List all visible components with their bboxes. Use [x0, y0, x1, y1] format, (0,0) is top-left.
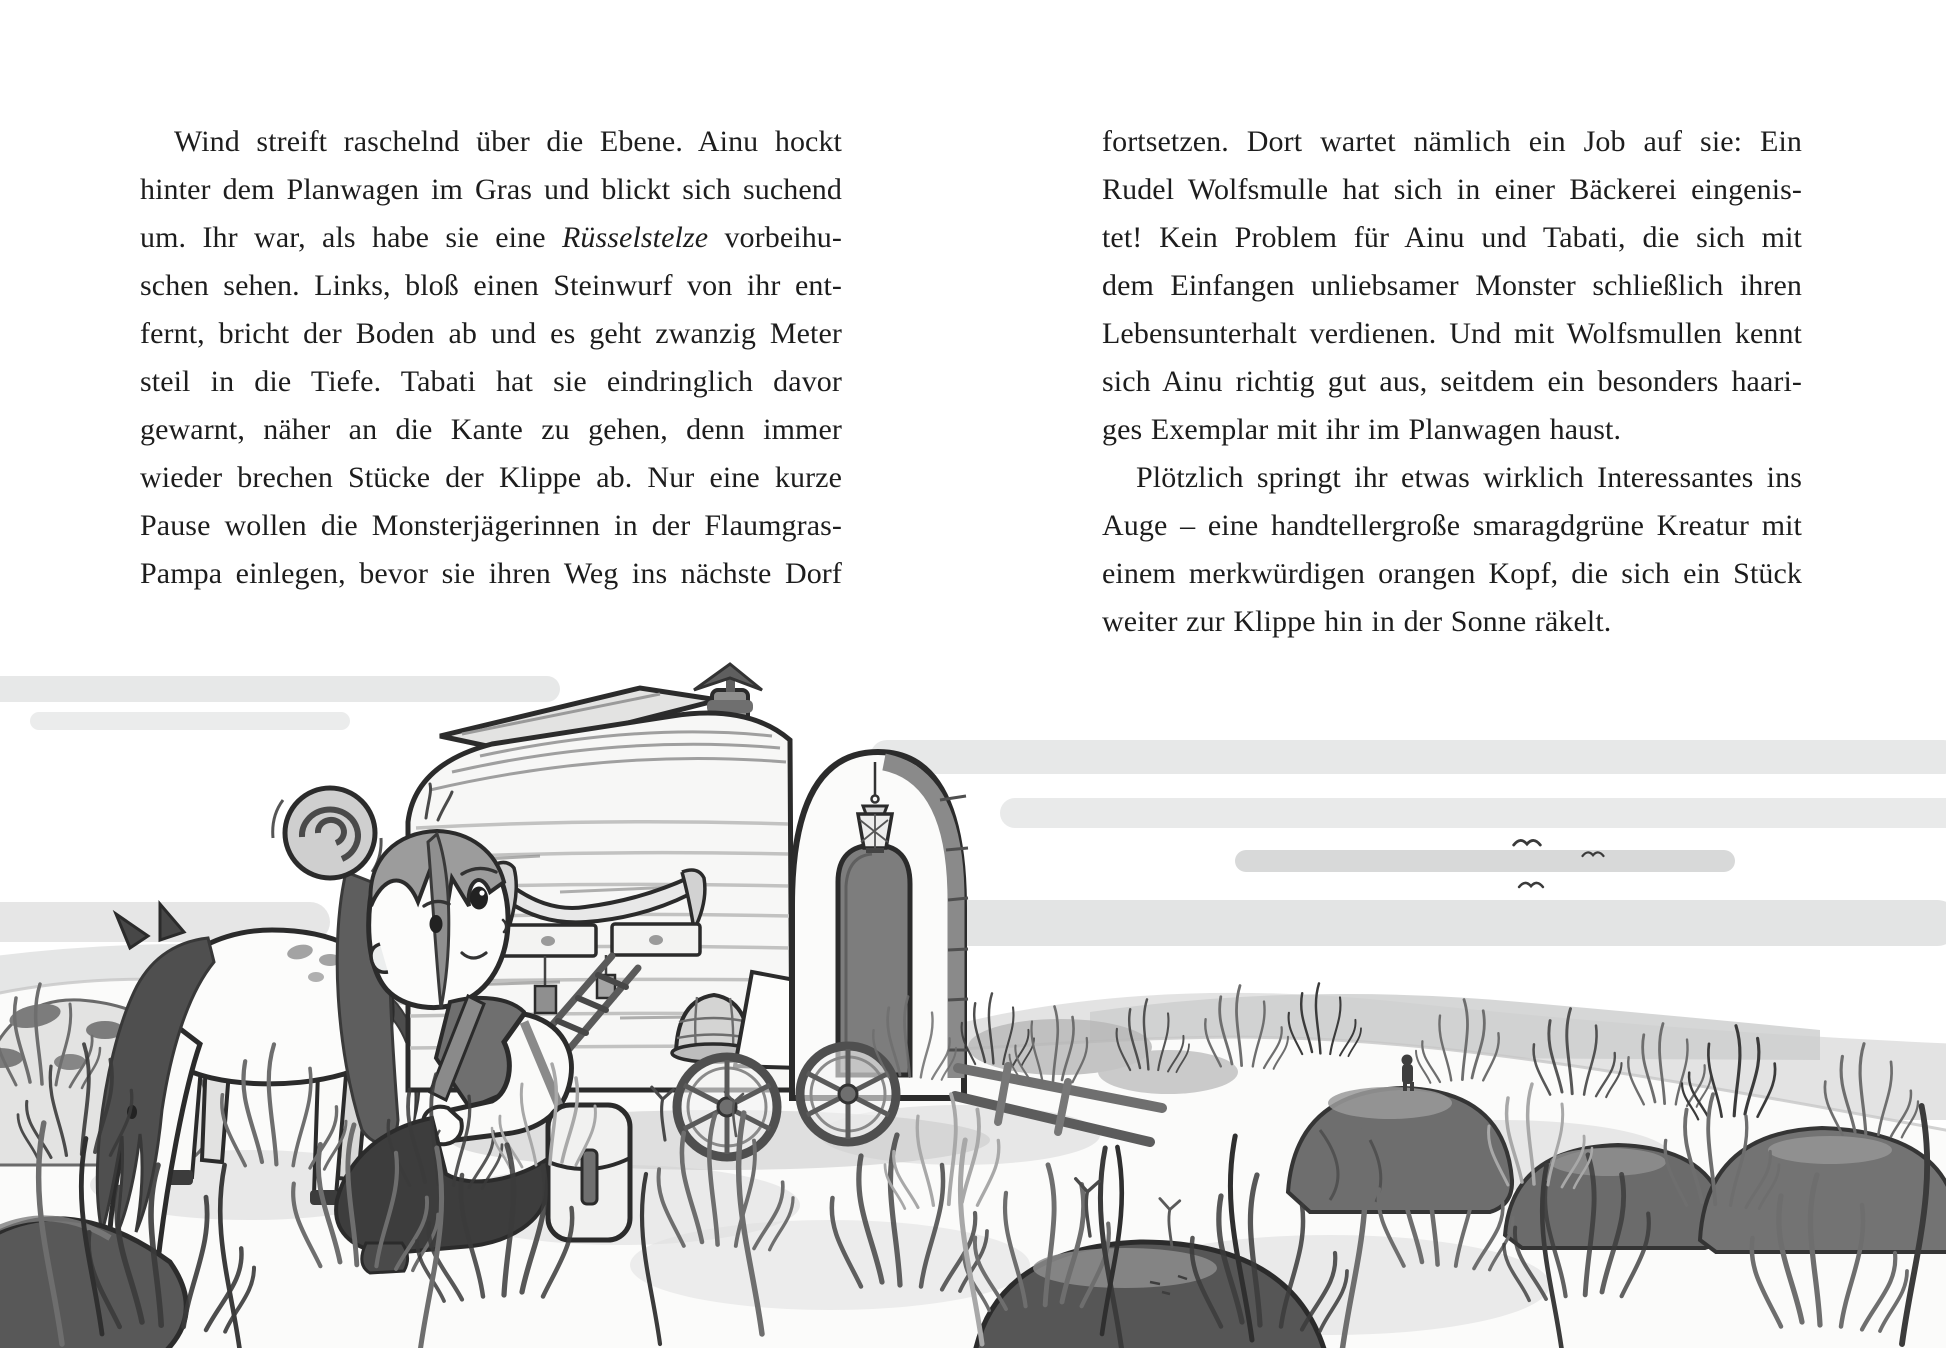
- left-text-column: [140, 118, 842, 598]
- illustration: [0, 650, 1946, 1348]
- text-line: weiter zur Klippe hin in der Sonne räkelt.: [1102, 605, 1612, 638]
- text-line: dem Einfangen unliebsamer Monster schließlich ihren: [1102, 269, 1802, 302]
- girl-eye-far: [430, 915, 443, 933]
- text-line: Auge – eine handtellergroße smaragdgrüne Kreatur mit: [1102, 509, 1802, 542]
- text-line: gewarnt, näher an die Kante zu gehen, denn immer: [140, 413, 842, 446]
- text-line: wieder brechen Stücke der Klippe ab. Nur eine kurze: [140, 461, 842, 494]
- text-line: tet! Kein Problem für Ainu und Tabati, die sich mit: [1102, 221, 1802, 254]
- text-line: Pampa einlegen, bevor sie ihren Weg ins nächste Dorf: [140, 557, 842, 590]
- text-line: Wind streift raschelnd über die Ebene. Ainu hockt: [174, 125, 842, 158]
- text-line: schen sehen. Links, bloß einen Steinwurf von ihr ent-: [140, 269, 842, 302]
- girl-eye-near: [470, 887, 488, 910]
- text-line: Pause wollen die Monsterjägerinnen in der Flaumgras-: [140, 509, 842, 542]
- wagon-arch: [792, 752, 968, 1098]
- text-line: fortsetzen. Dort wartet nämlich ein Job auf sie: Ein: [1102, 125, 1802, 158]
- right-text-column: [1102, 118, 1802, 646]
- text-line: einem merkwürdigen orangen Kopf, die sich ein Stück: [1102, 557, 1802, 590]
- text-line: Lebensunterhalt verdienen. Und mit Wolfsmullen kennt: [1102, 317, 1802, 350]
- text-line: fernt, bricht der Boden ab und es geht zwanzig Meter: [140, 317, 842, 350]
- text-line: steil in die Tiefe. Tabati hat sie eindringlich davor: [140, 365, 842, 398]
- text-line: Rudel Wolfsmulle hat sich in einer Bäckerei eingenis-: [1102, 173, 1802, 206]
- text-line: um. Ihr war, als habe sie eine Rüsselstelze vorbeihu-: [140, 221, 842, 254]
- text-line: Plötzlich springt ihr etwas wirklich Interessantes ins: [1136, 461, 1802, 494]
- wagon-wheel-right: [800, 1046, 896, 1142]
- girl-hair-bun: [273, 788, 381, 878]
- text-line: ges Exemplar mit ihr im Planwagen haust.: [1102, 413, 1622, 446]
- text-line: hinter dem Planwagen im Gras und blickt sich suchend: [140, 173, 842, 206]
- wagon-wheel-left: [677, 1057, 777, 1157]
- text-line: sich Ainu richtig gut aus, seitdem ein besonders haari-: [1102, 365, 1802, 398]
